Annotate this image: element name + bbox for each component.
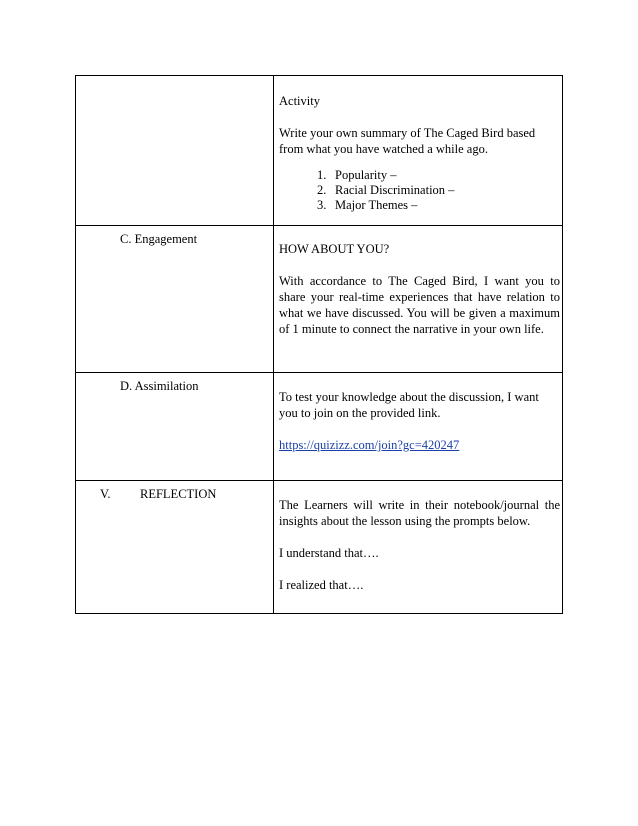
table-row <box>76 481 563 614</box>
assimilation-text: To test your knowledge about the discussion, I want you to join on the provided link. <box>279 390 539 420</box>
activity-instructions: Write your own summary of The Caged Bird based from what you have watched a while ago. <box>279 126 536 156</box>
section-number: V. <box>100 487 111 501</box>
reflection-prompt-realized: I realized that…. <box>279 578 364 592</box>
right-cell <box>274 481 563 614</box>
left-cell <box>76 373 274 481</box>
engagement-heading: HOW ABOUT YOU? <box>279 242 390 256</box>
reflection-text: The Learners will write in their notebook/journal the insights about the lesson using the prompts below. <box>279 498 560 528</box>
list-item: 2. Racial Discrimination – <box>317 183 455 197</box>
engagement-text: With accordance to The Caged Bird, I want you to share your real-time experiences that have relation to what we have discussed. You will be given a maximum of 1 minute to connect the narrative in your own life. <box>279 274 560 336</box>
section-label-engagement: C. Engagement <box>120 232 198 246</box>
table-row <box>76 226 563 373</box>
left-cell <box>76 226 274 373</box>
right-cell <box>274 76 563 226</box>
section-label-assimilation: D. Assimilation <box>120 379 199 393</box>
table-row <box>76 373 563 481</box>
section-label-reflection: V. REFLECTION <box>100 487 217 501</box>
quiz-link[interactable]: https://quizizz.com/join?gc=420247 <box>279 438 460 452</box>
list-item: 3. Major Themes – <box>317 198 418 212</box>
lesson-plan-table <box>75 75 563 614</box>
table-row <box>76 76 563 226</box>
left-cell <box>76 481 274 614</box>
reflection-prompt-understand: I understand that…. <box>279 546 379 560</box>
list-item: 1. Popularity – <box>317 168 397 182</box>
activity-list <box>279 168 560 213</box>
left-cell <box>76 76 274 226</box>
right-cell <box>274 226 563 373</box>
activity-title: Activity <box>279 94 320 108</box>
right-cell <box>274 373 563 481</box>
